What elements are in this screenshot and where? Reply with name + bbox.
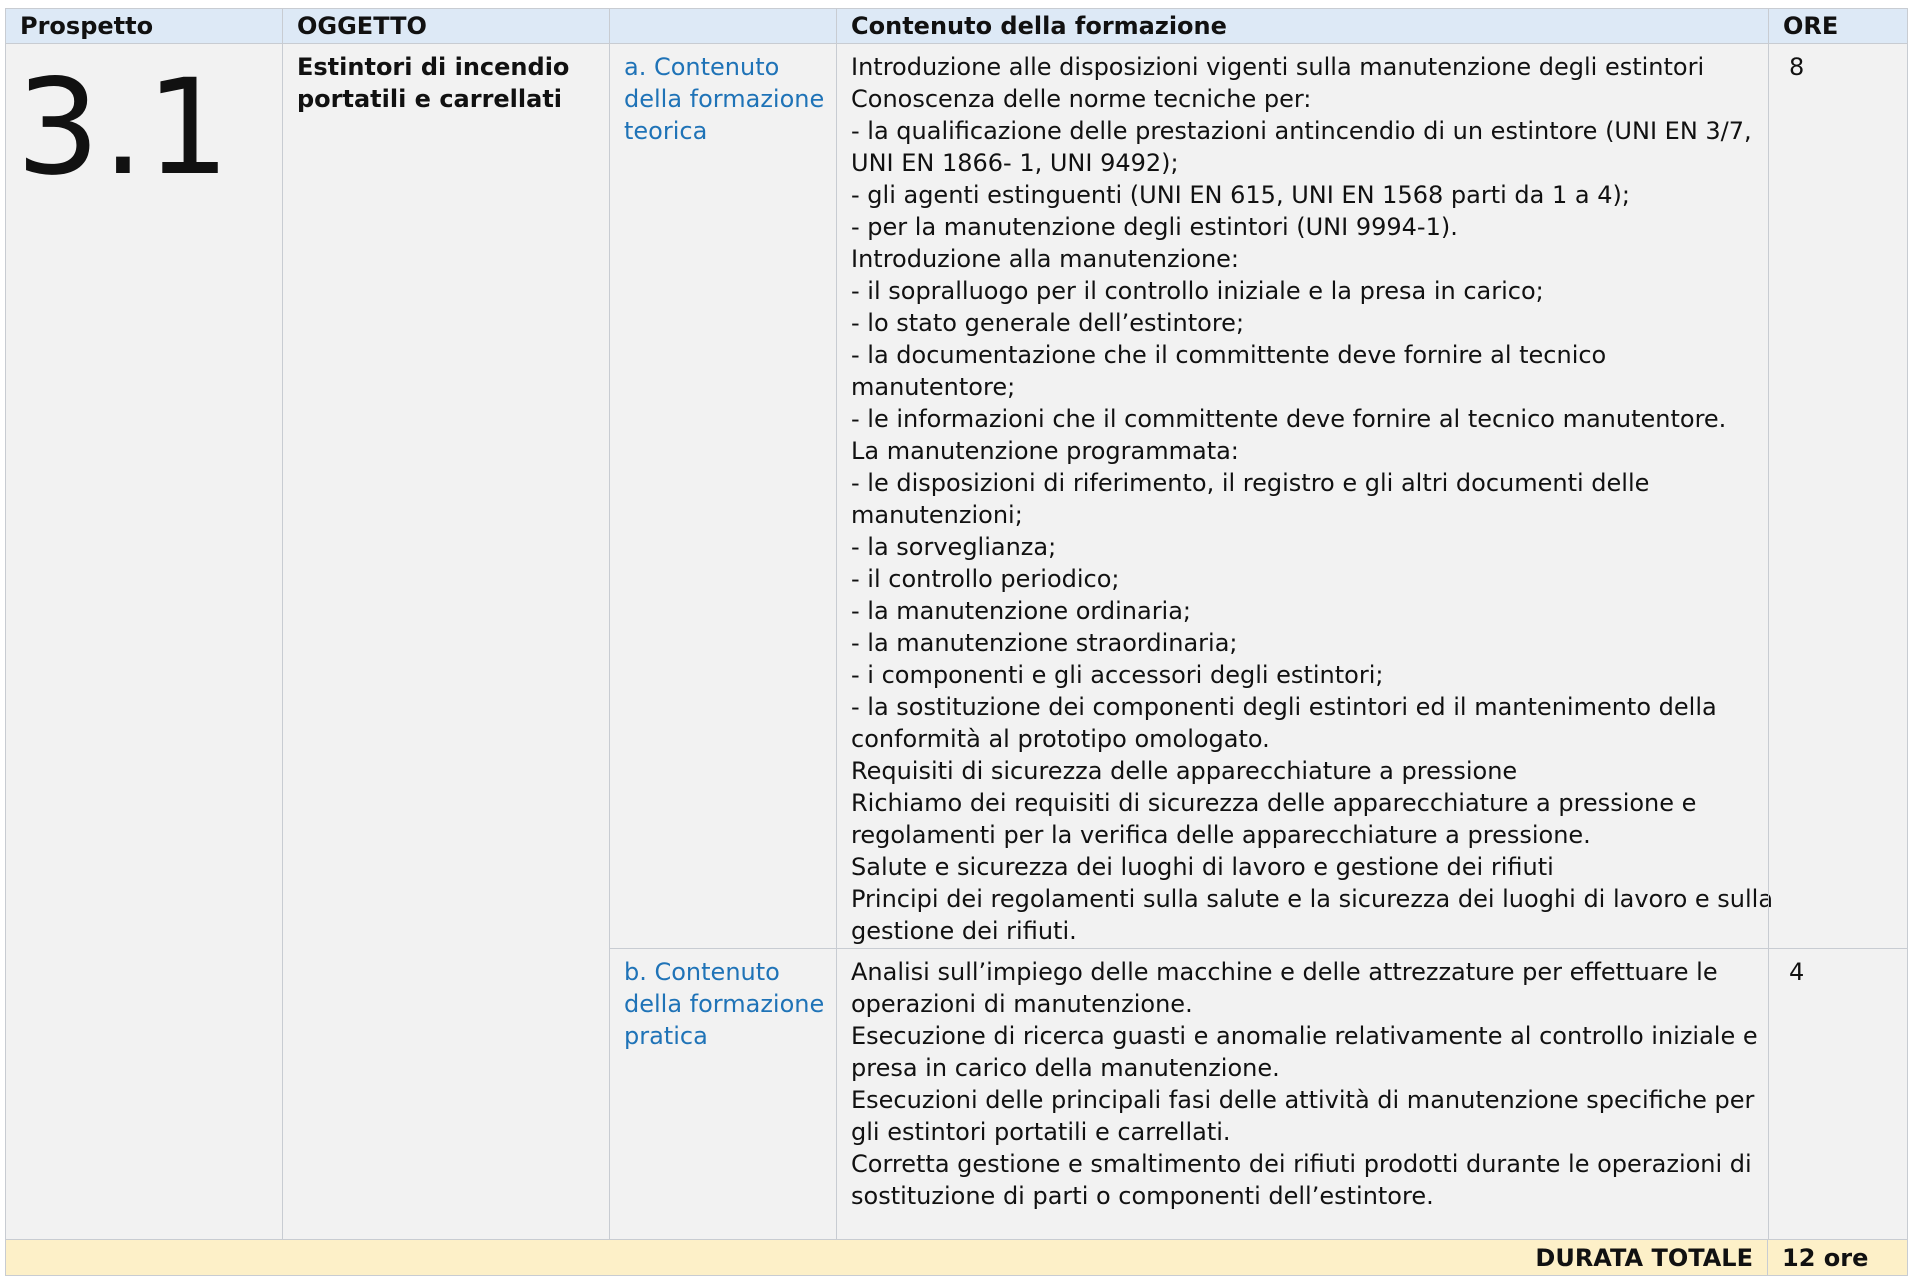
- sections-container: [609, 44, 1908, 1239]
- section-b-ore-cell: [1768, 949, 1908, 1239]
- content-line: manutentore;: [851, 373, 1016, 401]
- content-line: - la manutenzione straordinaria;: [851, 629, 1238, 657]
- table-body-row: [5, 44, 1908, 1240]
- section-a-label-line: a. Contenuto: [624, 53, 780, 81]
- content-line: - la sorveglianza;: [851, 533, 1057, 561]
- total-label: DURATA TOTALE: [1535, 1244, 1753, 1272]
- content-line: - il sopralluogo per il controllo iniziale e la presa in carico;: [851, 277, 1544, 305]
- content-line: conformità al prototipo omologato.: [851, 725, 1270, 753]
- content-line: Analisi sull’impiego delle macchine e delle attrezzature per effettuare le: [851, 958, 1718, 986]
- section-a-ore: 8: [1789, 53, 1805, 81]
- header-prospetto: Prospetto: [5, 9, 282, 43]
- section-a-label-line: della formazione: [624, 85, 825, 113]
- section-b-label-line: pratica: [624, 1022, 708, 1050]
- training-table: [5, 8, 1908, 1276]
- content-line: - gli agenti estinguenti (UNI EN 615, UNI EN 1568 parti da 1 a 4);: [851, 181, 1630, 209]
- content-line: - le informazioni che il committente deve fornire al tecnico manutentore.: [851, 405, 1727, 433]
- content-line: Conoscenza delle norme tecniche per:: [851, 85, 1312, 113]
- content-line: Richiamo dei requisiti di sicurezza delle apparecchiature a pressione e: [851, 789, 1697, 817]
- oggetto-line: portatili e carrellati: [297, 85, 563, 113]
- content-line: operazioni di manutenzione.: [851, 990, 1193, 1018]
- prospetto-number: 3.1: [16, 51, 232, 205]
- total-row: [5, 1240, 1908, 1276]
- content-line: - i componenti e gli accessori degli estintori;: [851, 661, 1384, 689]
- content-line: gestione dei rifiuti.: [851, 917, 1077, 945]
- header-sub: [609, 9, 836, 43]
- content-line: La manutenzione programmata:: [851, 437, 1239, 465]
- section-b-content: [837, 949, 1768, 1212]
- table-header-row: [5, 8, 1908, 44]
- content-line: Introduzione alla manutenzione:: [851, 245, 1240, 273]
- section-a-label-cell: [609, 44, 836, 948]
- section-b-ore: 4: [1789, 958, 1805, 986]
- content-line: Salute e sicurezza dei luoghi di lavoro e gestione dei rifiuti: [851, 853, 1554, 881]
- content-line: - la sostituzione dei componenti degli estintori ed il mantenimento della: [851, 693, 1717, 721]
- header-contenuto: Contenuto della formazione: [836, 9, 1768, 43]
- content-line: - la documentazione che il committente deve fornire al tecnico: [851, 341, 1607, 369]
- content-line: Requisiti di sicurezza delle apparecchiature a pressione: [851, 757, 1518, 785]
- total-value: 12 ore: [1767, 1240, 1907, 1275]
- content-line: manutenzioni;: [851, 501, 1023, 529]
- content-line: - la qualificazione delle prestazioni antincendio di un estintore (UNI EN 3/7,: [851, 117, 1752, 145]
- header-oggetto: OGGETTO: [282, 9, 609, 43]
- section-a-ore-cell: [1768, 44, 1908, 948]
- content-line: presa in carico della manutenzione.: [851, 1054, 1280, 1082]
- section-a-row: [609, 44, 1908, 949]
- content-line: Esecuzione di ricerca guasti e anomalie relativamente al controllo iniziale e: [851, 1022, 1758, 1050]
- section-b-content-cell: [836, 949, 1768, 1239]
- oggetto-cell: [282, 44, 609, 1239]
- section-b-label-line: della formazione: [624, 990, 825, 1018]
- section-a-label-line: teorica: [624, 117, 708, 145]
- content-line: UNI EN 1866- 1, UNI 9492);: [851, 149, 1179, 177]
- content-line: sostituzione di parti o componenti dell’estintore.: [851, 1182, 1434, 1210]
- content-line: - il controllo periodico;: [851, 565, 1120, 593]
- section-b-label-line: b. Contenuto: [624, 958, 780, 986]
- content-line: gli estintori portatili e carrellati.: [851, 1118, 1231, 1146]
- content-line: Esecuzioni delle principali fasi delle attività di manutenzione specifiche per: [851, 1086, 1755, 1114]
- section-b-label: [610, 949, 836, 1052]
- section-a-content-cell: [836, 44, 1774, 948]
- oggetto-line: Estintori di incendio: [297, 53, 570, 81]
- content-line: Introduzione alle disposizioni vigenti sulla manutenzione degli estintori: [851, 53, 1705, 81]
- content-line: - lo stato generale dell’estintore;: [851, 309, 1245, 337]
- section-a-content: [837, 44, 1774, 947]
- content-line: Corretta gestione e smaltimento dei rifiuti prodotti durante le operazioni di: [851, 1150, 1752, 1178]
- content-line: Principi dei regolamenti sulla salute e la sicurezza dei luoghi di lavoro e sulla: [851, 885, 1774, 913]
- section-a-label: [610, 44, 836, 147]
- prospetto-cell: [5, 44, 282, 1239]
- content-line: - per la manutenzione degli estintori (UNI 9994-1).: [851, 213, 1458, 241]
- content-line: regolamenti per la verifica delle apparecchiature a pressione.: [851, 821, 1591, 849]
- section-b-row: [609, 949, 1908, 1239]
- content-line: - la manutenzione ordinaria;: [851, 597, 1192, 625]
- content-line: - le disposizioni di riferimento, il registro e gli altri documenti delle: [851, 469, 1650, 497]
- header-ore: ORE: [1768, 9, 1908, 43]
- section-b-label-cell: [609, 949, 836, 1239]
- oggetto-text: [283, 44, 609, 115]
